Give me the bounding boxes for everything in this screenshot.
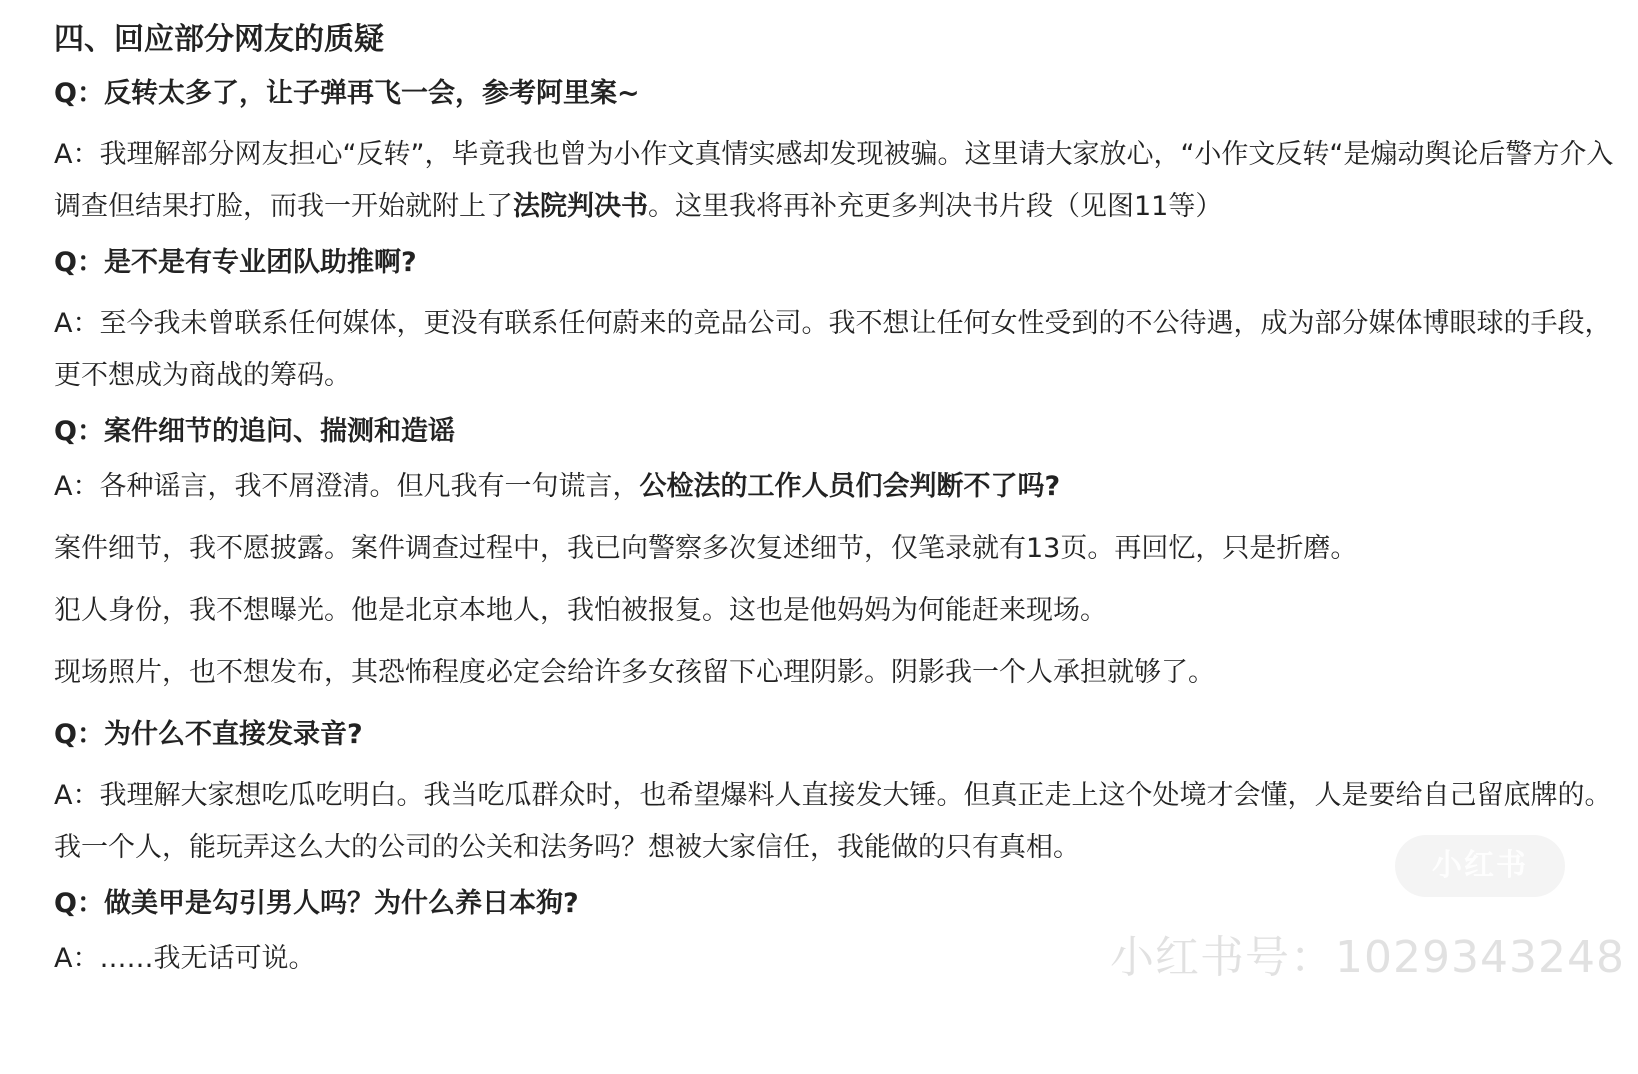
answer-2: A：至今我未曾联系任何媒体，更没有联系任何蔚来的竞品公司。我不想让任何女性受到的不公待遇，成为部分媒体博眼球的手段，更不想成为商战的筹码。 xyxy=(54,308,1612,391)
answer-3-paragraph-3: 现场照片，也不想发布，其恐怖程度必定会给许多女孩留下心理阴影。阴影我一个人承担就够了。 xyxy=(54,657,1215,688)
question-3: Q：案件细节的追问、揣测和造谣 xyxy=(54,416,455,447)
question-1: Q：反转太多了，让子弹再飞一会，参考阿里案~ xyxy=(54,78,640,109)
answer-3-paragraph-1: 案件细节，我不愿披露。案件调查过程中，我已向警察多次复述细节，仅笔录就有13页。再回忆，只是折磨。 xyxy=(54,533,1358,564)
article-body xyxy=(54,18,1614,1001)
answer-3-bold: 公检法的工作人员们会判断不了吗? xyxy=(639,471,1061,502)
answer-1-text: A：我理解部分网友担心“反转”，毕竟我也曾为小作文真情实感却发现被骗。这里请大家放心，“小作文反转“是煽动舆论后警方介入调查但结果打脸，而我一开始就附上了 xyxy=(54,139,1614,222)
answer-3-paragraph-2: 犯人身份，我不想曝光。他是北京本地人，我怕被报复。这也是他妈妈为何能赶来现场。 xyxy=(54,595,1107,626)
question-4: Q：为什么不直接发录音? xyxy=(54,719,363,750)
watermark-id: 小红书号：1029343248 xyxy=(1110,932,1625,983)
watermark-logo: 小红书 xyxy=(1395,835,1565,897)
answer-5: A：……我无话可说。 xyxy=(54,943,316,974)
answer-1-bold: 法院判决书 xyxy=(513,191,648,222)
answer-1-tail: 。这里我将再补充更多判决书片段（见图11等） xyxy=(648,191,1223,222)
answer-1 xyxy=(54,129,1614,233)
section-heading: 四、回应部分网友的质疑 xyxy=(54,22,384,57)
answer-3 xyxy=(54,467,1614,507)
answer-4: A：我理解大家想吃瓜吃明白。我当吃瓜群众时，也希望爆料人直接发大锤。但真正走上这个处境才会懂，人是要给自己留底牌的。我一个人，能玩弄这么大的公司的公关和法务吗？想被大家信任，我能做的只有真相。 xyxy=(54,780,1612,863)
answer-3-text: A：各种谣言，我不屑澄清。但凡我有一句谎言， xyxy=(54,471,640,502)
question-5: Q：做美甲是勾引男人吗？为什么养日本狗? xyxy=(54,888,579,919)
question-2: Q：是不是有专业团队助推啊? xyxy=(54,247,417,278)
